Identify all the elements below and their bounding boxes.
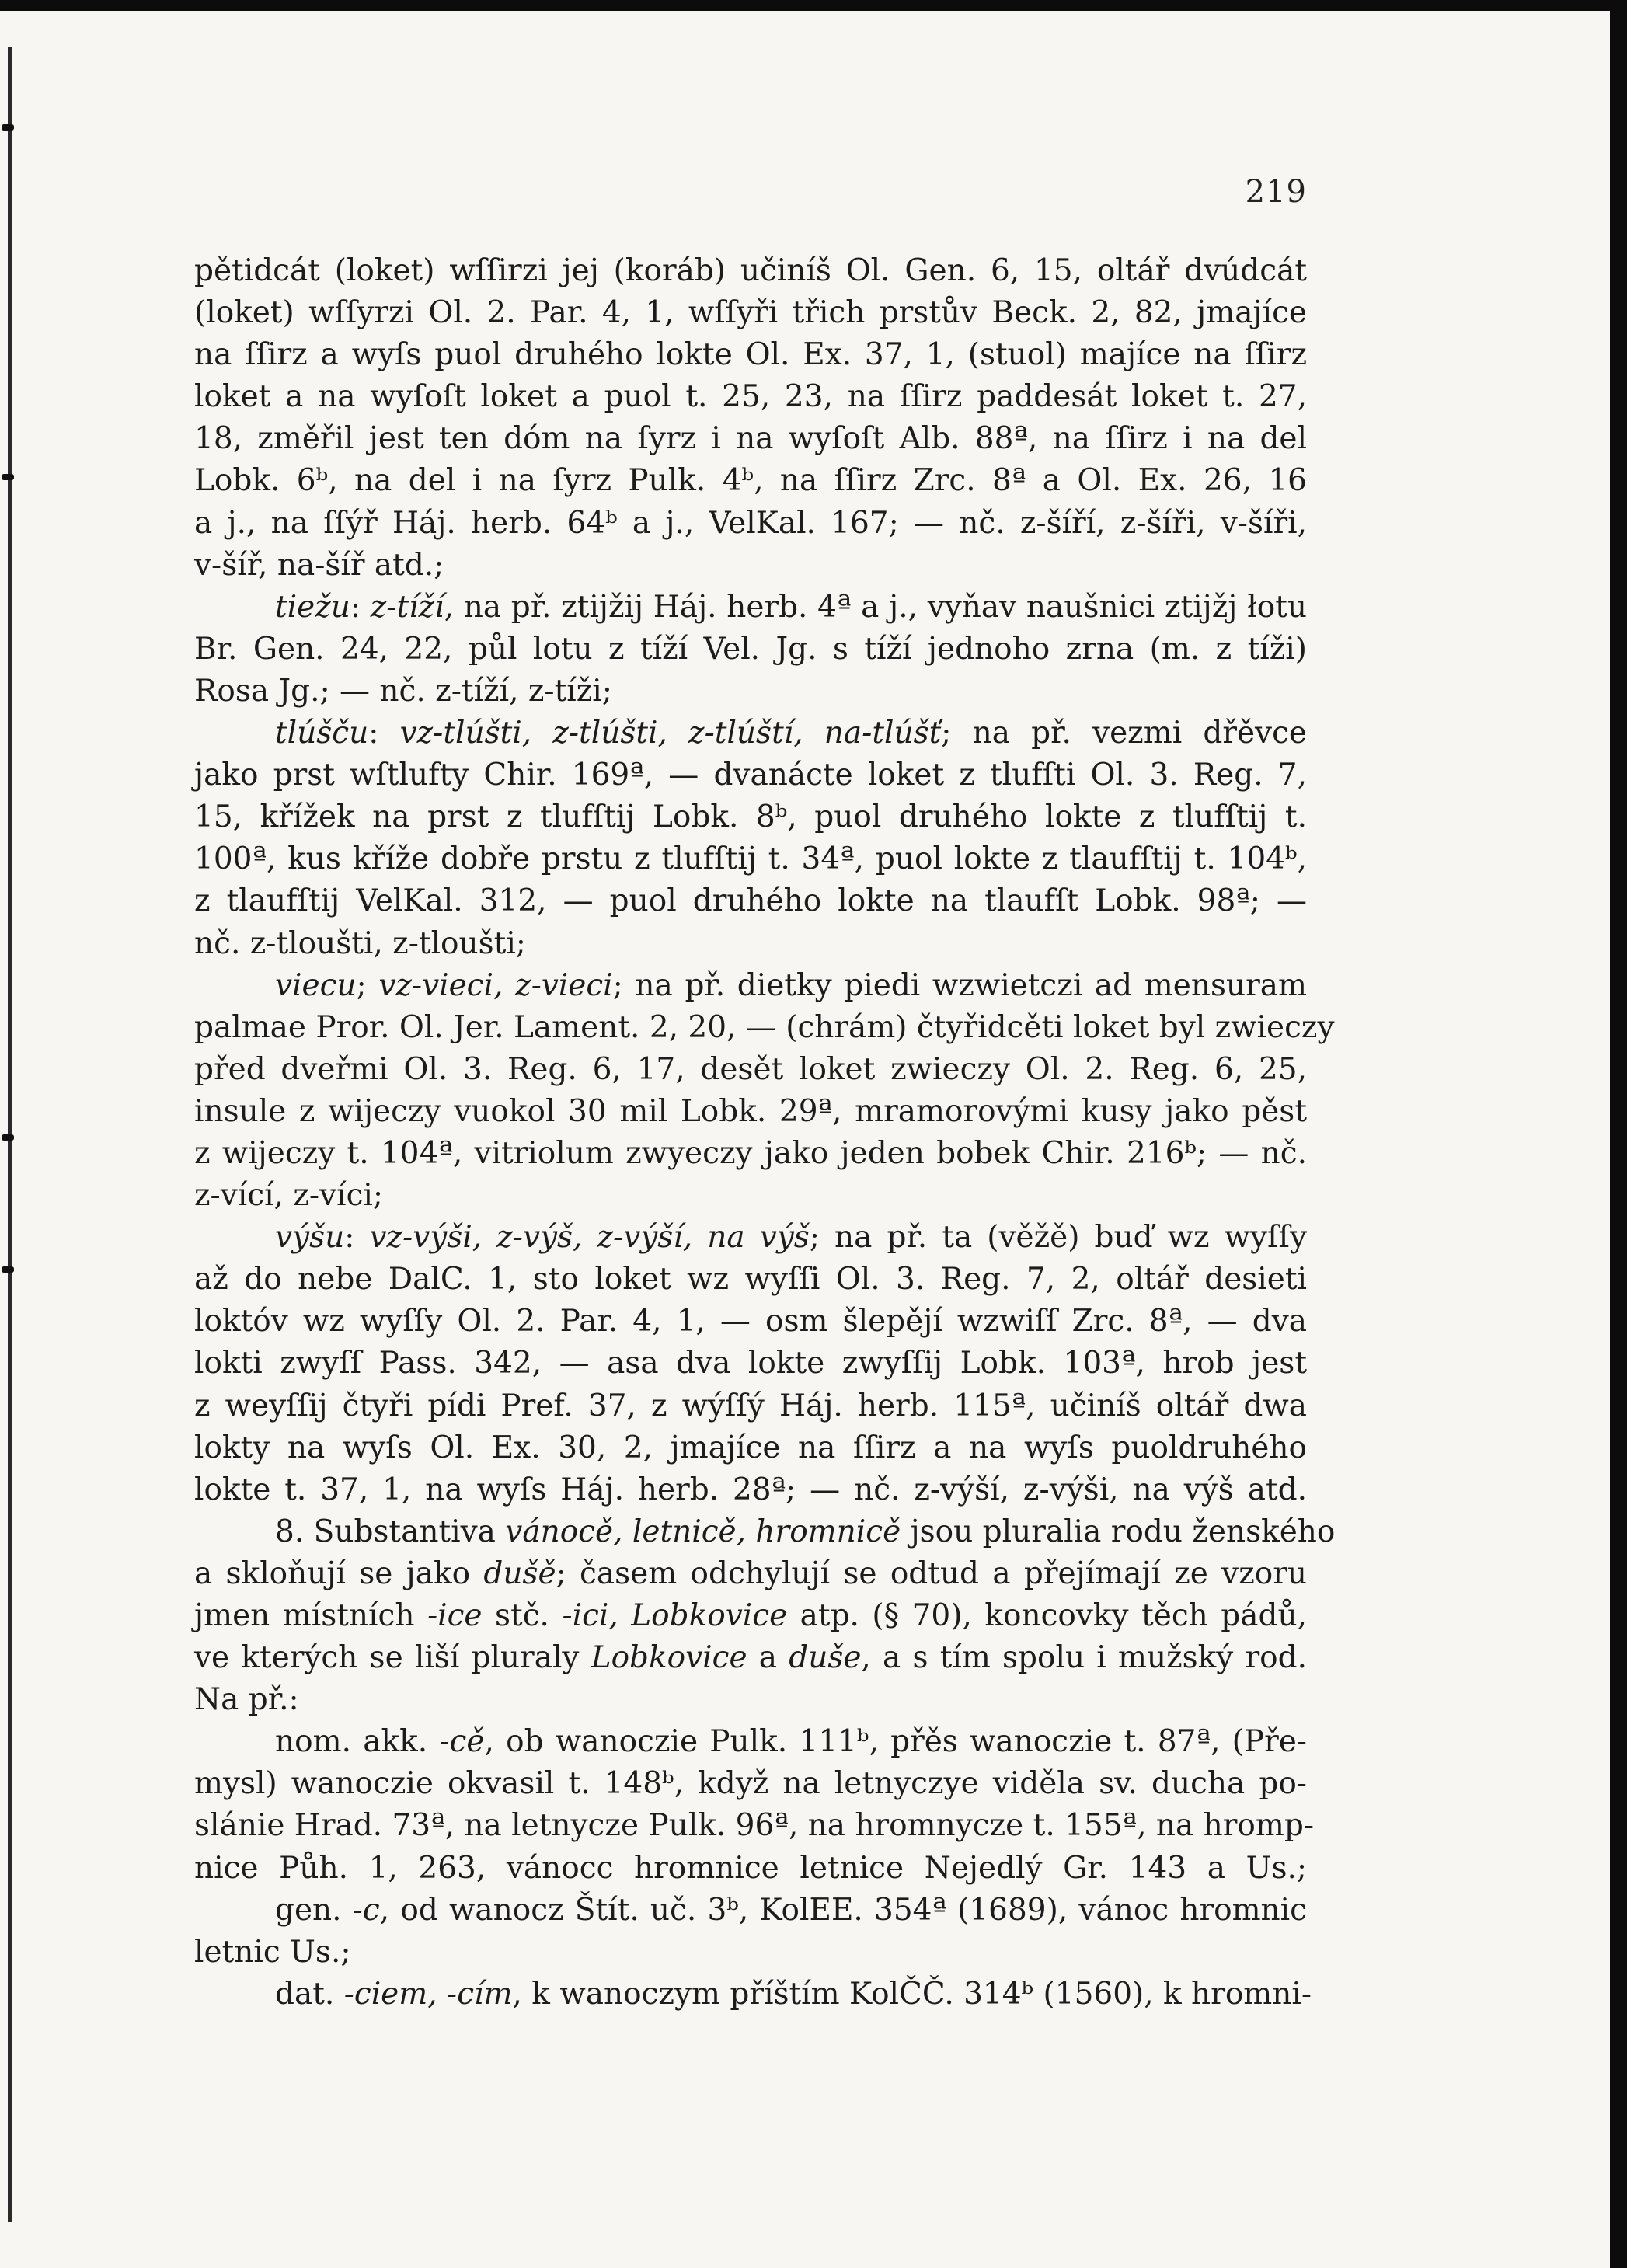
text-line bbox=[194, 503, 1307, 545]
italic-term: Lobkovice bbox=[591, 1640, 747, 1676]
text-segment: mysl) wanoczie okvasil t. 148ᵇ, když na letnyczye viděla sv. ducha po- bbox=[194, 1766, 1307, 1802]
text-segment: z-vící, z-víci; bbox=[194, 1178, 384, 1214]
text-line bbox=[194, 1553, 1307, 1595]
text-segment: dat. bbox=[275, 1976, 344, 2012]
italic-term: dušě bbox=[483, 1556, 556, 1591]
text-line bbox=[194, 1259, 1307, 1301]
text-segment: ; na př. ta (věžě) buď wz wyſſy bbox=[809, 1220, 1308, 1256]
text-line bbox=[194, 1890, 1307, 1932]
text-segment: 100ª, kus kříže dobře prstu z tlufſtij t. 34ª, puol lokte z tlaufſtij t. 104ᵇ, bbox=[194, 841, 1307, 877]
italic-term: výšu bbox=[275, 1220, 345, 1256]
text-segment: na ſſirz a wyſs puol druhého lokte Ol. Ex. 37, 1, (stuol) majíce na ſſirz bbox=[194, 337, 1307, 373]
text-segment: a bbox=[747, 1640, 789, 1676]
text-segment: 15, křížek na prst z tlufſtij Lobk. 8ᵇ, puol druhého lokte z tlufſtij t. bbox=[194, 800, 1307, 835]
text-line bbox=[194, 587, 1307, 629]
text-line bbox=[194, 671, 1307, 712]
text-segment: pětidcát (loket) wſſirzi jej (koráb) učiníš Ol. Gen. 6, 15, oltář dvúdcát bbox=[194, 253, 1307, 288]
text-line bbox=[194, 376, 1307, 418]
text-segment: stč. bbox=[482, 1598, 563, 1633]
text-line bbox=[194, 545, 1307, 587]
text-line bbox=[194, 712, 1307, 754]
italic-term: -ciem, -cím bbox=[343, 1976, 513, 2012]
text-line bbox=[194, 1805, 1315, 1847]
text-line bbox=[194, 1932, 1307, 1974]
text-line bbox=[194, 629, 1307, 671]
text-segment: Br. Gen. 24, 22, půl lotu z tíží Vel. Jg. s tíží jednoho zrna (m. z tíži) bbox=[194, 631, 1307, 667]
text-line bbox=[194, 1679, 1307, 1721]
text-segment: : bbox=[344, 1220, 370, 1256]
text-segment: Lobk. 6ᵇ, na del i na ſyrz Pulk. 4ᵇ, na ſſirz Zrc. 8ª a Ol. Ex. 26, 16 bbox=[194, 463, 1307, 499]
text-line bbox=[194, 1175, 1307, 1217]
text-segment: 8. Substantiva bbox=[275, 1514, 506, 1549]
text-line bbox=[194, 1091, 1307, 1133]
text-line bbox=[194, 1343, 1307, 1385]
text-segment: z wijeczy t. 104ª, vitriolum zwyeczy jako jeden bobek Chir. 216ᵇ; — nč. bbox=[194, 1135, 1307, 1171]
text-line bbox=[194, 1763, 1307, 1805]
italic-term: -ice bbox=[427, 1598, 483, 1633]
text-segment: , od wanocz Štít. uč. 3ᵇ, KolEE. 354ª (1689), vánoc hromnic bbox=[379, 1892, 1307, 1928]
text-segment: a skloňují se jako bbox=[194, 1556, 484, 1591]
text-segment: ; časem odchylují se odtud a přejímají ze vzoru bbox=[556, 1556, 1307, 1591]
italic-term: z-tíží bbox=[370, 589, 444, 625]
text-segment: lokti zwyſſ Pass. 342, — asa dva lokte zwyſſij Lobk. 103ª, hrob jest bbox=[194, 1346, 1307, 1381]
text-line bbox=[194, 1511, 1336, 1553]
text-segment: v-šíř, na-šíř atd.; bbox=[194, 547, 444, 583]
text-segment: ; na př. dietky piedi wzwietczi ad mensuram bbox=[612, 967, 1307, 1003]
text-segment: : bbox=[368, 716, 400, 751]
text-line bbox=[194, 1637, 1307, 1679]
text-segment: , a s tím spolu i mužský rod. bbox=[861, 1640, 1308, 1676]
page-number: 219 bbox=[1245, 174, 1307, 210]
text-segment: jsou pluralia rodu ženského bbox=[901, 1514, 1336, 1549]
text-segment: Na př.: bbox=[194, 1682, 299, 1718]
italic-term: vz-výši, z-výš, z-výší, na výš bbox=[369, 1220, 810, 1256]
text-line bbox=[194, 796, 1307, 838]
text-segment: atp. (§ 70), koncovky těch pádů, bbox=[787, 1598, 1307, 1633]
text-segment: z weyſſij čtyři pídi Pref. 37, z wýſſý Háj. herb. 115ª, učiníš oltář dwa bbox=[194, 1388, 1307, 1423]
text-segment: (loket) wſſyrzi Ol. 2. Par. 4, 1, wſſyři třich prstův Beck. 2, 82, jmajíce bbox=[194, 295, 1307, 331]
text-segment: , k wanoczym příštím KolČČ. 314ᵇ (1560), k hromni- bbox=[512, 1976, 1312, 2012]
text-line bbox=[194, 1848, 1307, 1890]
text-line bbox=[194, 1427, 1307, 1469]
text-line bbox=[194, 250, 1307, 292]
italic-term: tlúšču bbox=[275, 716, 369, 751]
italic-term: -ici, Lobkovice bbox=[562, 1598, 788, 1633]
text-segment: lokty na wyſs Ol. Ex. 30, 2, jmajíce na ſſirz a na wyſs puoldruhého bbox=[194, 1430, 1307, 1465]
text-segment: nom. akk. bbox=[275, 1724, 440, 1760]
text-segment: : bbox=[350, 589, 371, 625]
text-line bbox=[194, 1469, 1307, 1511]
body-text bbox=[194, 250, 1336, 2015]
text-line bbox=[194, 965, 1307, 1007]
text-segment: slánie Hrad. 73ª, na letnycze Pulk. 96ª, na hromnycze t. 155ª, na hromp- bbox=[194, 1808, 1315, 1844]
italic-term: duše bbox=[789, 1640, 862, 1676]
text-segment: palmae Pror. Ol. Jer. Lament. 2, 20, — (chrám) čtyřidcěti loket byl zwieczy bbox=[194, 1009, 1335, 1045]
text-segment: z tlaufſtij VelKal. 312, — puol druhého lokte na tlaufſt Lobk. 98ª; — bbox=[194, 883, 1307, 919]
text-segment: , ob wanoczie Pulk. 111ᵇ, přěs wanoczie t. 87ª, (Pře- bbox=[484, 1724, 1307, 1760]
text-line bbox=[194, 754, 1307, 796]
italic-term: viecu bbox=[275, 967, 357, 1003]
text-segment: loket a na wyſoſt loket a puol t. 25, 23, na ſſirz paddesát loket t. 27, bbox=[194, 379, 1307, 415]
text-segment: lokte t. 37, 1, na wyſs Háj. herb. 28ª; — nč. z-výší, z-výši, na výš atd. bbox=[194, 1472, 1307, 1507]
text-line bbox=[194, 1721, 1307, 1763]
text-segment: loktóv wz wyſſy Ol. 2. Par. 4, 1, — osm šlepějí wzwiſſ Zrc. 8ª, — dva bbox=[194, 1304, 1307, 1340]
italic-term: vz-vieci, z-vieci bbox=[378, 967, 613, 1003]
text-segment: jako prst wſtlufty Chir. 169ª, — dvanácte loket z tlufſti Ol. 3. Reg. 7, bbox=[194, 758, 1307, 793]
text-segment: ve kterých se liší pluraly bbox=[194, 1640, 591, 1676]
text-line bbox=[194, 334, 1307, 376]
text-segment: 18, změřil jest ten dóm na ſyrz i na wyſoſt Alb. 88ª, na ſſirz i na del bbox=[194, 421, 1307, 457]
text-segment: gen. bbox=[275, 1892, 353, 1928]
text-segment: až do nebe DalC. 1, sto loket wz wyſſi Ol. 3. Reg. 7, 2, oltář desieti bbox=[194, 1262, 1307, 1298]
text-line bbox=[194, 1217, 1307, 1259]
text-line bbox=[194, 923, 1307, 965]
text-line bbox=[194, 292, 1307, 334]
margin-mark bbox=[2, 1134, 14, 1141]
text-line bbox=[194, 418, 1307, 460]
text-line bbox=[194, 880, 1307, 922]
text-segment: insule z wijeczy vuokol 30 mil Lobk. 29ª, mramorovými kusy jako pěst bbox=[194, 1093, 1307, 1129]
text-line bbox=[194, 460, 1307, 502]
text-line bbox=[194, 1385, 1307, 1427]
text-line bbox=[194, 1007, 1335, 1049]
scan-border-top bbox=[0, 0, 1627, 11]
text-line bbox=[194, 838, 1307, 880]
text-line bbox=[194, 1974, 1312, 2015]
italic-term: vz-tlúšti, z-tlúšti, z-tlúští, na-tlúšť bbox=[399, 716, 942, 751]
margin-mark bbox=[2, 1266, 14, 1273]
text-line bbox=[194, 1049, 1307, 1091]
italic-term: tiežu bbox=[275, 589, 350, 625]
italic-term: -cě bbox=[439, 1724, 485, 1760]
text-segment: , na př. ztijžij Háj. herb. 4ª a j., vyňav naušnici ztijžj łotu bbox=[444, 589, 1307, 625]
text-segment: ; na př. vezmi dřěvce bbox=[941, 716, 1308, 751]
text-segment: letnic Us.; bbox=[194, 1934, 351, 1970]
text-segment: a j., na ſſýř Háj. herb. 64ᵇ a j., VelKal. 167; — nč. z-šíří, z-šíři, v-šíři, bbox=[194, 505, 1307, 541]
italic-term: vánocě, letnicě, hromnicě bbox=[505, 1514, 901, 1549]
text-segment: před dveřmi Ol. 3. Reg. 6, 17, desět loket zwieczy Ol. 2. Reg. 6, 25, bbox=[194, 1051, 1307, 1087]
scan-border-right bbox=[1610, 0, 1627, 2268]
text-segment: nč. z-tloušti, z-tloušti; bbox=[194, 925, 526, 961]
margin-mark bbox=[2, 124, 14, 131]
text-line bbox=[194, 1133, 1307, 1175]
text-line bbox=[194, 1595, 1307, 1637]
text-segment: nice Půh. 1, 263, vánocc hromnice letnice Nejedlý Gr. 143 a Us.; bbox=[194, 1850, 1307, 1886]
text-segment: jmen místních bbox=[194, 1598, 427, 1633]
text-segment: Rosa Jg.; — nč. z-tíží, z-tíži; bbox=[194, 673, 612, 709]
text-line bbox=[194, 1301, 1307, 1343]
text-segment: ; bbox=[356, 967, 379, 1003]
italic-term: -c bbox=[352, 1892, 380, 1928]
margin-mark bbox=[2, 474, 14, 480]
